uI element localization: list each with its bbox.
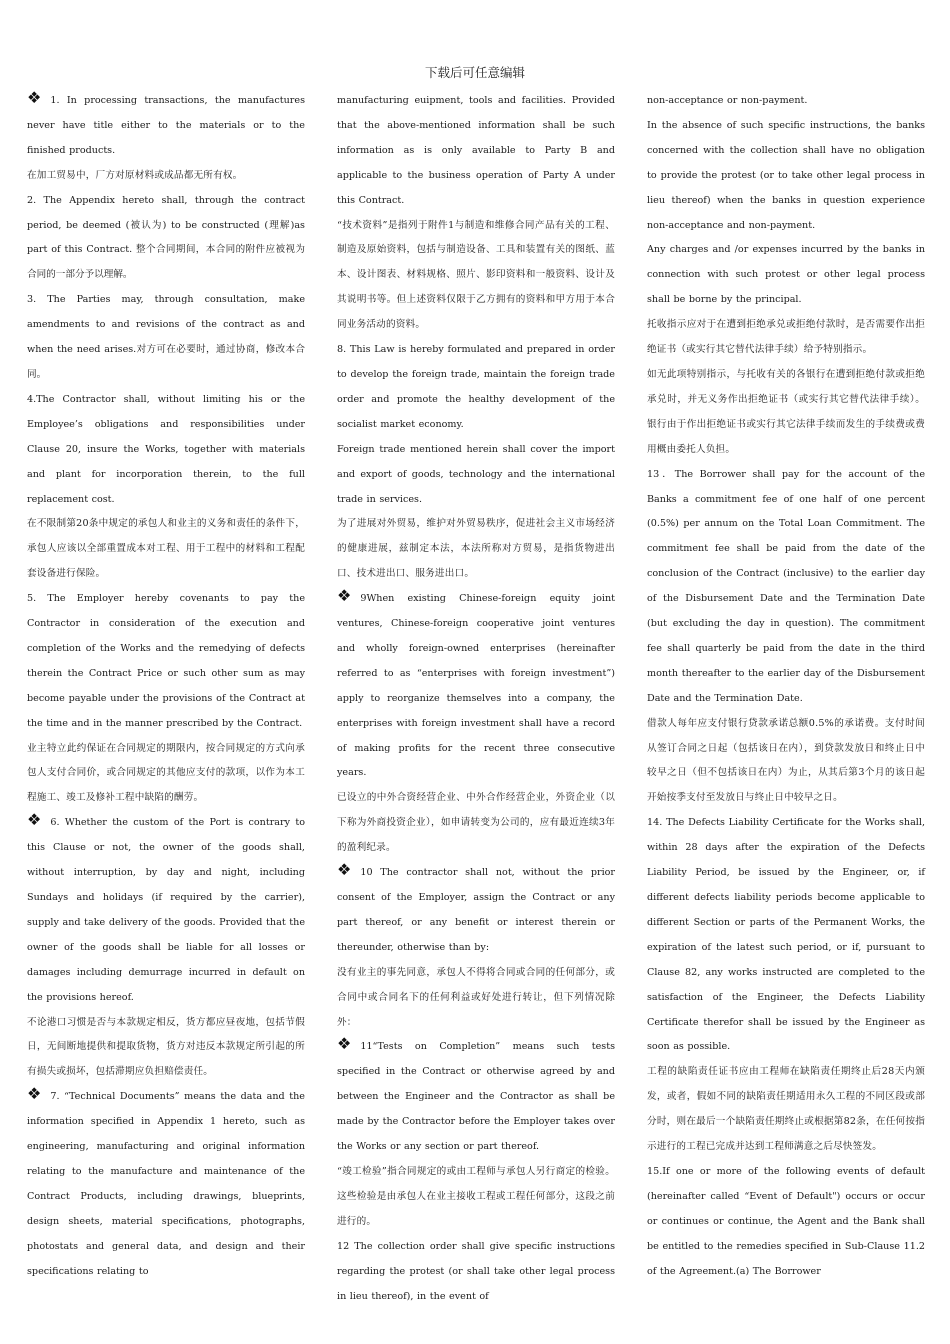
paragraph (337, 214, 615, 339)
paragraph-text: 托收指示应对于在遭到拒绝承兑或拒绝付款时，是否需要作出拒绝证书（或实行其它替代法律手续）给予特别指示。 (647, 319, 925, 356)
paragraph (647, 238, 925, 313)
paragraph-text: 如无此项特别指示，与托收有关的各银行在遭到拒绝付款或拒绝承兑时，并无义务作出拒绝证书（或实行其它替代法律手续）。银行由于作出拒绝证书或实行其它法律手续而发生的手续费或费用概由委托人负担。 (647, 368, 925, 455)
paragraph-text: non-acceptance or non-payment. (647, 95, 808, 106)
paragraph (647, 114, 925, 239)
paragraph (647, 363, 925, 463)
paragraph-text: 借款人每年应支付银行贷款承诺总额0.5%的承诺费。支付时间从签订合同之日起（包括该日在内），到贷款发放日和终止日中较早之日（但不包括该日在内）为止，从其后第3个月的该日起开始按季支付至发放日与终止日中较早之日。 (647, 717, 925, 804)
paragraph (337, 1035, 615, 1160)
paragraph (647, 1060, 925, 1160)
paragraph (647, 89, 925, 114)
paragraph-text: 7. “Technical Documents” means the data and the information specified in Appendix 1 hereto, such as engineering, manufacturing and original information relating to the manufacture and maintenance of the Contract Products, including drawings, blueprints, design sheets, material specifications, photographs, photostats and general data, and design and their specifications relating to (27, 1091, 305, 1277)
diamond-bullet-icon: ❖ (27, 88, 42, 107)
paragraph (27, 288, 305, 388)
paragraph (337, 438, 615, 513)
paragraph (27, 737, 305, 812)
paragraph-text: “技术资料”是指列于附件1与制造和维修合同产品有关的工程、制造及原始资料，包括与制造设备、工具和装置有关的图纸、蓝本、设计图表、材料规格、照片、影印资料和一般资料、设计及其说明书等。但上述资料仅限于乙方拥有的资料和甲方用于本合同业务活动的资料。 (337, 219, 615, 331)
paragraph (337, 338, 615, 438)
paragraph (27, 89, 305, 164)
paragraph (647, 313, 925, 363)
paragraph (27, 1085, 305, 1284)
diamond-bullet-icon: ❖ (337, 860, 352, 880)
paragraph-text: 10 The contractor shall not, without the prior consent of the Employer, assign the Contract or any part thereof, or any benefit or interest therein or thereunder, otherwise than by: (337, 867, 615, 953)
paragraph (27, 512, 305, 587)
text-column-2 (337, 89, 615, 1309)
paragraph-text: 在加工贸易中，厂方对原材料或成品都无所有权。 (27, 169, 243, 181)
paragraph-text: 6. Whether the custom of the Port is contrary to this Clause or not, the owner of the goods shall, without interruption, by day and night, including Sundays and holidays (if required by the carrier), supply and take delivery of the goods. Provided that the owner of the goods shall be liable for all losses or damages including demurrage incurred in default on the provisions hereof. (27, 817, 305, 1003)
paragraph-text: 没有业主的事先同意，承包人不得将合同或合同的任何部分，或合同中或合同名下的任何利益或好处进行转让，但下列情况除外： (337, 966, 615, 1028)
diamond-bullet-icon: ❖ (337, 586, 352, 606)
paragraph-text: 15.If one or more of the following events of default (hereinafter called “Event of Default") occurs or occur or continues or continue, the Agent and the Bank shall be entitled to the remedies specified in Sub-Clause 11.2 of the Agreement.(a) The Borrower (647, 1165, 925, 1277)
paragraph (337, 786, 615, 861)
text-column-1 (27, 89, 305, 1285)
paragraph (337, 1235, 615, 1310)
paragraph (27, 587, 305, 736)
paragraph (337, 512, 615, 587)
paragraph-text: Foreign trade mentioned herein shall cover the import and export of goods, technology and the international trade in services. (337, 443, 615, 505)
page-header: 下载后可任意编辑 (424, 65, 525, 80)
paragraph (27, 189, 305, 289)
paragraph (27, 811, 305, 1010)
paragraph-text: 3. The Parties may, through consultation, make amendments to and revisions of the contract as and when the need arises.对方可在必要时，通过协商，修改本合同。 (27, 294, 305, 380)
paragraph-text: 在不限制第20条中规定的承包人和业主的义务和责任的条件下，承包人应该以全部重置成本对工程、用于工程中的材料和工程配套设备进行保险。 (27, 518, 305, 580)
diamond-bullet-icon: ❖ (27, 1084, 42, 1104)
paragraph-text: 5. The Employer hereby covenants to pay the Contractor in consideration of the execution and completion of the Works and the remedying of defects therein the Contract Price or such other sum as may become payable under the provisions of the Contract at the time and in the manner prescribed by the Contract. (27, 593, 305, 729)
paragraph-text: 为了进展对外贸易，维护对外贸易秩序，促进社会主义市场经济的健康进展，兹制定本法，本法所称对方贸易，是指货物进出口、技术进出口、服务进出口。 (337, 518, 615, 580)
paragraph (27, 388, 305, 513)
paragraph-text: manufacturing euipment, tools and facilities. Provided that the above-mentioned information shall be such information as is only available to Party B and applicable to the business operation of Party A under this Contract. (337, 95, 615, 206)
paragraph-text: 不论港口习惯是否与本款规定相反，货方都应昼夜地，包括节假日，无间断地提供和提取货物，货方对违反本款规定所引起的所有损失或损坏，包括滞期应负担赔偿责任。 (27, 1016, 305, 1078)
paragraph (337, 587, 615, 786)
text-column-3 (647, 89, 925, 1285)
paragraph-text: 业主特立此约保证在合同规定的期限内，按合同规定的方式向承包人支付合同价，或合同规定的其他应支付的款项，以作为本工程施工、竣工及修补工程中缺陷的酬劳。 (27, 742, 305, 804)
paragraph (337, 1160, 615, 1235)
paragraph-text: 11“Tests on Completion” means such tests specified in the Contract or otherwise agreed by and between the Engineer and the Contractor as shall be made by the Contractor before the Employer takes over the Works or any section or part thereof. (337, 1041, 615, 1153)
paragraph-text: 2. The Appendix hereto shall, through the contract period, be deemed (被认为) to be constructed (理解)as part of this Contract. 整个合同期间，本合同的附件应被视为合同的一部分予以理解。 (27, 194, 305, 281)
paragraph (647, 1160, 925, 1285)
paragraph (647, 463, 925, 712)
paragraph (27, 164, 305, 189)
paragraph-text: 4.The Contractor shall, without limiting his or the Employee’s obligations and responsibilities under Clause 20, insure the Works, together with materials and plant for incorporation therein, to the full replacement cost. (27, 393, 305, 505)
paragraph-text: 13．The Borrower shall pay for the account of the Banks a commitment fee of one half of one percent (0.5%) per annum on the Total Loan Commitment. The commitment fee shall be paid from the date of the conclusion of the Contract (inclusive) to the earlier day of the Disbursement Date and the Termination Date (but excluding the day in question). The commitment fee shall quarterly be paid from the date in the third month thereafter to the earlier day of the Disbursement Date and the Termination Date. (647, 468, 925, 704)
paragraph (647, 811, 925, 1060)
paragraph (337, 861, 615, 961)
paragraph-text: Any charges and /or expenses incurred by the banks in connection with such protest or other legal process shall be borne by the principal. (647, 244, 925, 306)
paragraph-text: 14. The Defects Liability Certificate for the Works shall, within 28 days after the expiration of the Defects Liability Period, be issued by the Engineer, or, if different defects liability periods become applicable to different Section or parts of the Permanent Works, the expiration of the latest such period, or if, pursuant to Clause 82, any works instructed are completed to the satisfaction of the Engineer, the Defects Liability Certificate therefor shall be issued by the Engineer as soon as possible. (647, 817, 925, 1053)
paragraph-text: 1. In processing transactions, the manufactures never have title either to the materials or to the finished products. (27, 95, 305, 156)
paragraph (27, 1011, 305, 1086)
paragraph-text: 工程的缺陷责任证书应由工程师在缺陷责任期终止后28天内颁发，或者，假如不同的缺陷责任期适用永久工程的不同区段或部分时，则在最后一个缺陷责任期终止或根据第82条，在任何按指示进行的工程已完成并达到工程师满意之后尽快签发。 (647, 1066, 925, 1153)
paragraph-text: “竣工检验”指合同规定的或由工程师与承包人另行商定的检验。这些检验是由承包人在业主接收工程或工程任何部分，这段之前进行的。 (337, 1165, 615, 1227)
paragraph-text: In the absence of such specific instructions, the banks concerned with the collection shall have no obligation to provide the protest (or to take other legal process in lieu thereof) when the banks in question experience non-acceptance and non-payment. (647, 119, 925, 231)
paragraph-text: 9When existing Chinese-foreign equity joint ventures, Chinese-foreign cooperative joint ventures and wholly foreign-owned enterprises (hereinafter referred to as “enterprises with foreign investment”) apply to reorganize themselves into a company, the enterprises with foreign investment shall have a record of making profits for the recent three consecutive years. (337, 593, 615, 779)
paragraph (647, 712, 925, 812)
paragraph (337, 89, 615, 214)
paragraph-text: 已设立的中外合资经营企业、中外合作经营企业，外资企业（以下称为外商投资企业），如申请转变为公司的，应有最近连续3年的盈利纪录。 (337, 792, 615, 854)
paragraph-text: 12 The collection order shall give specific instructions regarding the protest (or shall take other legal process in lieu thereof), in the event of (337, 1240, 615, 1302)
paragraph (337, 961, 615, 1036)
paragraph-text: 8. This Law is hereby formulated and prepared in order to develop the foreign trade, maintain the foreign trade order and promote the healthy development of the socialist market economy. (337, 344, 615, 430)
diamond-bullet-icon: ❖ (27, 810, 42, 830)
diamond-bullet-icon: ❖ (337, 1034, 352, 1054)
